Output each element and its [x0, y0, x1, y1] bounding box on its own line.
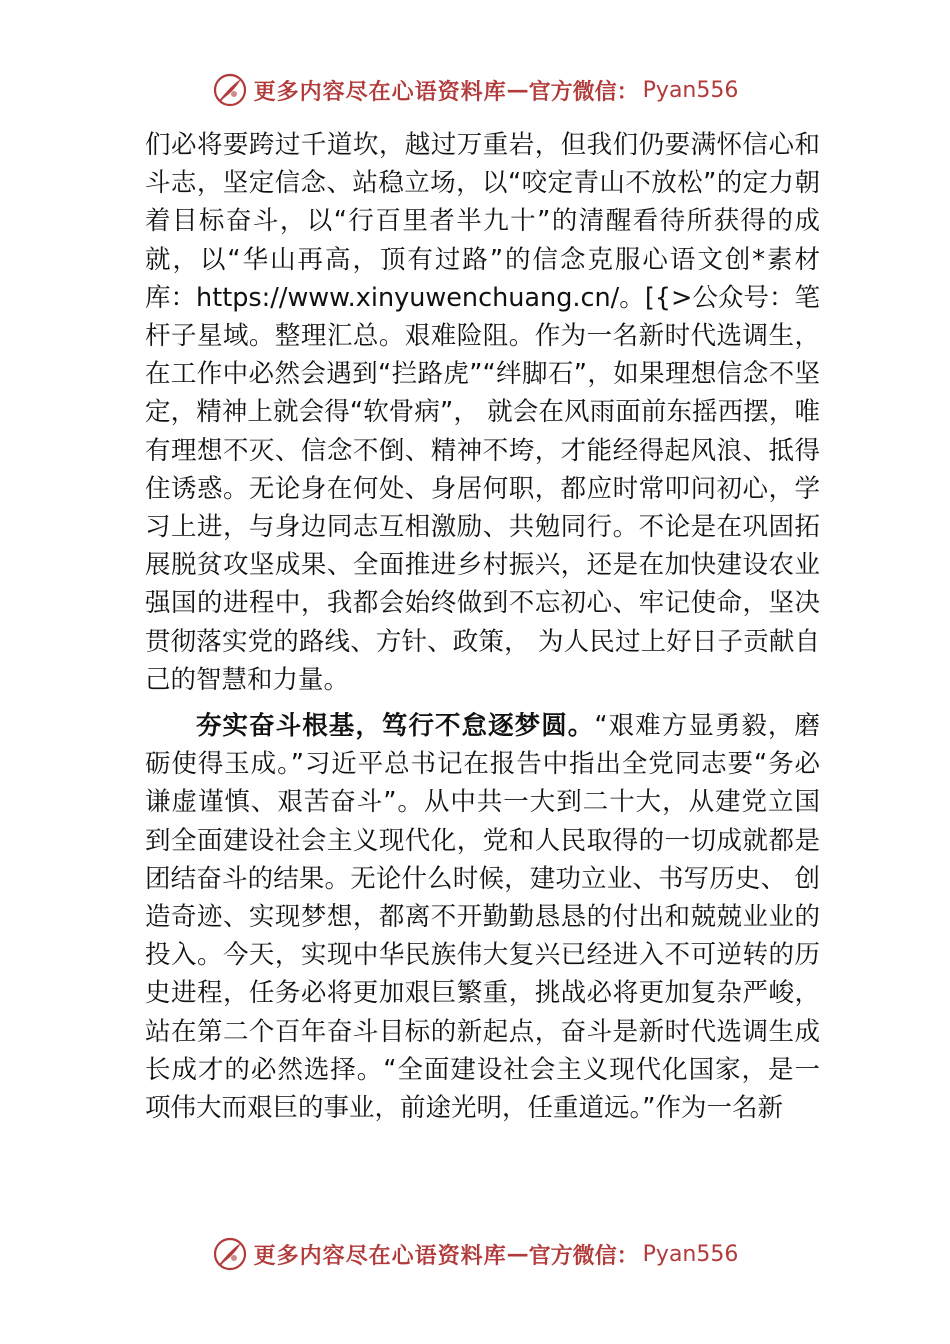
banner-wechat-label: 官方微信： — [528, 78, 639, 105]
banner-text: 更多内容尽在心语资料库 — [253, 1242, 507, 1269]
paragraph-2-lead: 夯实奋斗根基，笃行不怠逐梦圆。 — [196, 711, 595, 742]
footer-watermark-banner — [0, 1232, 950, 1276]
document-body — [145, 126, 820, 1127]
banner-wechat-label: 官方微信： — [528, 1242, 639, 1269]
paragraph-1: 们必将要跨过千道坎，越过万重岩，但我们仍要满怀信心和斗志，坚定信念、站稳立场，以“咬定青山不放松”的定力朝着目标奋斗，以“行百里者半九十”的清醒看待所获得的成就，以“华山再高，顶有过路”的信念克服心语文创*素材库：https://www.xinyuwenchuang.cn/。[{>公众号：笔杆子星域。整理汇总。艰难险阻。作为一名新时代选调生，在工作中必然会遇到“拦路虎”“绊脚石”，如果理想信念不坚定，精神上就会得“软骨病”， 就会在风雨面前东摇西摆，唯有理想不灭、信念不倒、精神不垮，才能经得起风浪、抵得住诱惑。无论身在何处、身居何职，都应时常叩问初心，学习上进，与身边同志互相激励、共勉同行。不论是在巩固拓展脱贫攻坚成果、全面推进乡村振兴，还是在加快建设农业强国的进程中，我都会始终做到不忘初心、牢记使命，坚决贯彻落实党的路线、方针、政策， 为人民过上好日子贡献自己的智慧和力量。 — [145, 130, 820, 695]
paragraph-2-text: “艰难方显勇毅，磨砺使得玉成。”习近平总书记在报告中指出全党同志要“务必谦虚谨慎、艰苦奋斗”。从中共一大到二十大，从建党立国到全面建设社会主义现代化，党和人民取得的一切成就都是团结奋斗的结果。无论什么时候，建功立业、书写历史、 创造奇迹、实现梦想，都离不开勤勤恳恳的付出和兢兢业业的投入。今天，实现中华民族伟大复兴已经进入不可逆转的历史进程，任务必将更加艰巨繁重，挑战必将更加复杂严峻， 站在第二个百年奋斗目标的新起点，奋斗是新时代选调生成长成才的必然选择。“全面建设社会主义现代化国家，是一项伟大而艰巨的事业，前途光明，任重道远。”作为一名新 — [145, 711, 820, 1124]
paragraph-2 — [145, 707, 820, 1127]
banner-text: 更多内容尽在心语资料库 — [253, 78, 507, 105]
quill-seal-icon — [212, 72, 248, 108]
header-watermark-banner — [0, 68, 950, 112]
banner-separator: — — [506, 77, 529, 103]
banner-wechat-id: Pyan556 — [642, 77, 739, 103]
banner-separator: — — [506, 1241, 529, 1267]
banner-wechat-id: Pyan556 — [642, 1241, 739, 1267]
quill-seal-icon — [212, 1236, 248, 1272]
